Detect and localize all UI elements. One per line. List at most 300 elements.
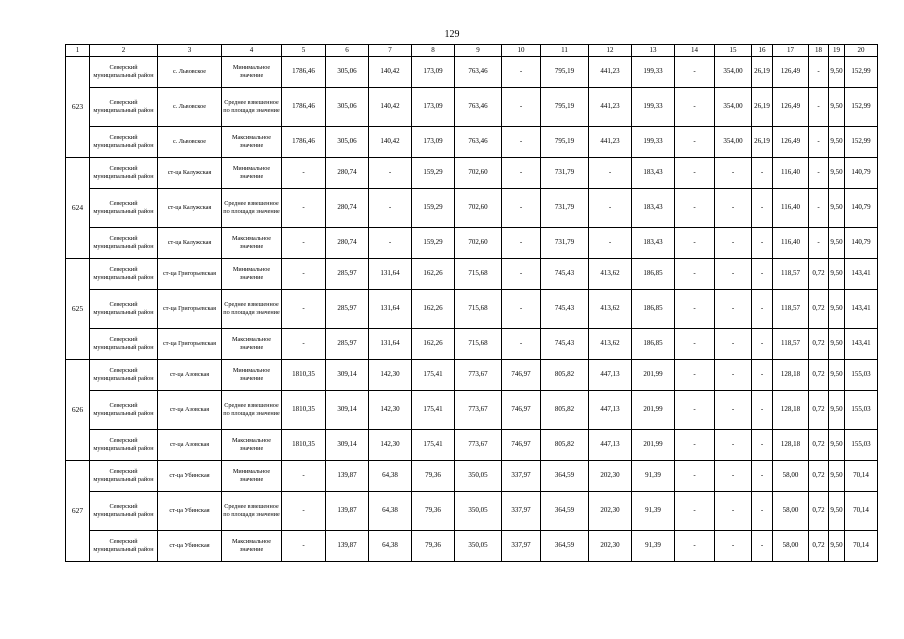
value-cell: 795,19 <box>541 88 589 127</box>
value-cell: 118,57 <box>773 259 809 290</box>
value-cell: 91,39 <box>632 461 675 492</box>
value-cell: - <box>589 228 632 259</box>
value-cell: 745,43 <box>541 259 589 290</box>
value-cell: 9,50 <box>829 290 845 329</box>
value-cell: 413,62 <box>589 329 632 360</box>
column-header-10: 10 <box>502 45 541 57</box>
value-cell: 9,50 <box>829 158 845 189</box>
value-cell: - <box>675 57 715 88</box>
value-cell: 441,23 <box>589 88 632 127</box>
value-cell: 447,13 <box>589 360 632 391</box>
value-cell: 795,19 <box>541 57 589 88</box>
value-cell: 201,99 <box>632 391 675 430</box>
value-cell: 173,09 <box>412 88 455 127</box>
value-cell: 1786,46 <box>282 57 326 88</box>
column-header-15: 15 <box>715 45 752 57</box>
page-number: 129 <box>444 29 460 40</box>
value-cell: 746,97 <box>502 360 541 391</box>
value-cell: 702,60 <box>455 189 502 228</box>
column-header-19: 19 <box>829 45 845 57</box>
value-cell: 746,97 <box>502 391 541 430</box>
value-cell: - <box>752 492 773 531</box>
district-cell: Северский муниципальный район <box>90 430 158 461</box>
value-cell: - <box>752 360 773 391</box>
value-cell: 131,64 <box>369 259 412 290</box>
value-cell: 9,50 <box>829 492 845 531</box>
value-cell: 731,79 <box>541 189 589 228</box>
table-row <box>66 531 878 562</box>
row-group-number: 625 <box>66 259 90 360</box>
value-cell: 9,50 <box>829 461 845 492</box>
value-cell: 1786,46 <box>282 88 326 127</box>
settlement-cell: ст-ца Григорьевская <box>158 259 222 290</box>
value-cell: 152,99 <box>845 127 878 158</box>
value-cell: - <box>752 430 773 461</box>
value-cell: 285,97 <box>326 290 369 329</box>
value-cell: - <box>369 158 412 189</box>
value-cell: 175,41 <box>412 430 455 461</box>
value-cell: 202,30 <box>589 461 632 492</box>
value-cell: 305,06 <box>326 127 369 158</box>
value-cell: - <box>715 290 752 329</box>
value-cell: 142,30 <box>369 391 412 430</box>
table-row <box>66 228 878 259</box>
value-cell: - <box>589 189 632 228</box>
value-cell: 280,74 <box>326 158 369 189</box>
value-cell: 126,49 <box>773 57 809 88</box>
value-cell: - <box>715 531 752 562</box>
row-group-number: 627 <box>66 461 90 562</box>
value-cell: 131,64 <box>369 329 412 360</box>
value-cell: 309,14 <box>326 391 369 430</box>
value-cell: 805,82 <box>541 360 589 391</box>
value-cell: - <box>282 531 326 562</box>
column-header-8: 8 <box>412 45 455 57</box>
value-cell: 9,50 <box>829 430 845 461</box>
table-row <box>66 88 878 127</box>
column-header-16: 16 <box>752 45 773 57</box>
value-cell: 143,41 <box>845 290 878 329</box>
value-cell: 0,72 <box>809 430 829 461</box>
value-cell: 364,59 <box>541 492 589 531</box>
table-row <box>66 57 878 88</box>
value-cell: 702,60 <box>455 228 502 259</box>
table-row <box>66 430 878 461</box>
value-cell: 9,50 <box>829 329 845 360</box>
row-group-number: 624 <box>66 158 90 259</box>
value-cell: - <box>675 430 715 461</box>
value-cell: 183,43 <box>632 228 675 259</box>
value-cell: 364,59 <box>541 531 589 562</box>
value-cell: 9,50 <box>829 57 845 88</box>
value-type-cell: Максимальное значение <box>222 127 282 158</box>
settlement-cell: с. Львовское <box>158 127 222 158</box>
value-cell: 745,43 <box>541 290 589 329</box>
value-cell: 79,36 <box>412 492 455 531</box>
value-cell: 131,64 <box>369 290 412 329</box>
value-cell: 140,42 <box>369 88 412 127</box>
settlement-cell: ст-ца Григорьевская <box>158 329 222 360</box>
value-cell: - <box>282 290 326 329</box>
column-header-6: 6 <box>326 45 369 57</box>
value-cell: - <box>282 461 326 492</box>
table-row <box>66 391 878 430</box>
column-header-3: 3 <box>158 45 222 57</box>
value-cell: - <box>502 57 541 88</box>
value-cell: 763,46 <box>455 88 502 127</box>
value-cell: 199,33 <box>632 127 675 158</box>
value-cell: 128,18 <box>773 430 809 461</box>
value-cell: 9,50 <box>829 259 845 290</box>
district-cell: Северский муниципальный район <box>90 329 158 360</box>
value-cell: 731,79 <box>541 228 589 259</box>
column-header-18: 18 <box>809 45 829 57</box>
value-type-cell: Среднее взвешенное по площади значение <box>222 391 282 430</box>
value-cell: 79,36 <box>412 531 455 562</box>
value-cell: 354,00 <box>715 127 752 158</box>
value-cell: - <box>502 329 541 360</box>
settlement-cell: с. Львовское <box>158 88 222 127</box>
value-cell: 126,49 <box>773 88 809 127</box>
value-type-cell: Среднее взвешенное по площади значение <box>222 290 282 329</box>
value-cell: - <box>752 461 773 492</box>
column-header-2: 2 <box>90 45 158 57</box>
column-header-9: 9 <box>455 45 502 57</box>
value-cell: 350,05 <box>455 492 502 531</box>
value-cell: - <box>675 127 715 158</box>
value-cell: 413,62 <box>589 290 632 329</box>
value-cell: 702,60 <box>455 158 502 189</box>
value-cell: - <box>752 189 773 228</box>
value-cell: - <box>809 57 829 88</box>
value-cell: 305,06 <box>326 57 369 88</box>
value-cell: 715,68 <box>455 259 502 290</box>
value-cell: 1786,46 <box>282 127 326 158</box>
settlement-cell: ст-ца Азовская <box>158 430 222 461</box>
value-cell: - <box>675 391 715 430</box>
value-cell: - <box>752 290 773 329</box>
value-cell: 201,99 <box>632 360 675 391</box>
value-cell: 715,68 <box>455 329 502 360</box>
value-cell: 183,43 <box>632 158 675 189</box>
value-cell: 447,13 <box>589 430 632 461</box>
value-cell: 309,14 <box>326 360 369 391</box>
value-cell: - <box>675 290 715 329</box>
value-cell: 202,30 <box>589 492 632 531</box>
value-cell: - <box>502 189 541 228</box>
settlement-cell: ст-ца Убинская <box>158 531 222 562</box>
table-row <box>66 189 878 228</box>
value-cell: 795,19 <box>541 127 589 158</box>
value-cell: - <box>502 158 541 189</box>
settlement-cell: ст-ца Убинская <box>158 492 222 531</box>
value-cell: 155,03 <box>845 430 878 461</box>
value-cell: 763,46 <box>455 57 502 88</box>
value-cell: 441,23 <box>589 127 632 158</box>
value-type-cell: Минимальное значение <box>222 259 282 290</box>
district-cell: Северский муниципальный район <box>90 88 158 127</box>
value-cell: 91,39 <box>632 531 675 562</box>
value-cell: - <box>752 158 773 189</box>
value-cell: - <box>809 127 829 158</box>
value-cell: - <box>282 492 326 531</box>
value-cell: - <box>809 228 829 259</box>
value-type-cell: Максимальное значение <box>222 228 282 259</box>
value-cell: 139,87 <box>326 461 369 492</box>
data-table <box>65 44 878 562</box>
value-cell: 175,41 <box>412 360 455 391</box>
value-cell: 159,29 <box>412 158 455 189</box>
value-cell: - <box>752 531 773 562</box>
value-cell: 64,38 <box>369 531 412 562</box>
value-cell: 805,82 <box>541 391 589 430</box>
value-cell: 118,57 <box>773 290 809 329</box>
value-type-cell: Минимальное значение <box>222 158 282 189</box>
value-type-cell: Минимальное значение <box>222 461 282 492</box>
value-cell: 116,40 <box>773 189 809 228</box>
value-cell: 159,29 <box>412 228 455 259</box>
value-type-cell: Максимальное значение <box>222 430 282 461</box>
value-cell: 26,19 <box>752 88 773 127</box>
value-cell: - <box>715 360 752 391</box>
column-header-17: 17 <box>773 45 809 57</box>
value-cell: 0,72 <box>809 391 829 430</box>
value-cell: 128,18 <box>773 360 809 391</box>
table-row <box>66 290 878 329</box>
value-cell: 413,62 <box>589 259 632 290</box>
value-cell: 173,09 <box>412 127 455 158</box>
value-cell: - <box>589 158 632 189</box>
value-cell: 116,40 <box>773 228 809 259</box>
value-type-cell: Среднее взвешенное по площади значение <box>222 88 282 127</box>
value-cell: 0,72 <box>809 360 829 391</box>
value-cell: 26,19 <box>752 127 773 158</box>
value-cell: 0,72 <box>809 290 829 329</box>
value-cell: 186,85 <box>632 290 675 329</box>
value-cell: - <box>282 329 326 360</box>
value-cell: 0,72 <box>809 461 829 492</box>
value-cell: 143,41 <box>845 259 878 290</box>
value-cell: 9,50 <box>829 360 845 391</box>
value-cell: 199,33 <box>632 88 675 127</box>
value-cell: 0,72 <box>809 329 829 360</box>
value-cell: 354,00 <box>715 88 752 127</box>
column-header-13: 13 <box>632 45 675 57</box>
settlement-cell: ст-ца Григорьевская <box>158 290 222 329</box>
value-cell: 199,33 <box>632 57 675 88</box>
value-cell: 152,99 <box>845 88 878 127</box>
district-cell: Северский муниципальный район <box>90 57 158 88</box>
value-cell: 142,30 <box>369 360 412 391</box>
value-cell: - <box>752 391 773 430</box>
value-cell: - <box>809 158 829 189</box>
value-cell: 337,97 <box>502 492 541 531</box>
value-cell: 175,41 <box>412 391 455 430</box>
value-cell: 64,38 <box>369 461 412 492</box>
value-cell: 70,14 <box>845 492 878 531</box>
district-cell: Северский муниципальный район <box>90 290 158 329</box>
value-cell: 280,74 <box>326 189 369 228</box>
row-group-number: 623 <box>66 57 90 158</box>
value-cell: - <box>752 228 773 259</box>
value-cell: - <box>715 430 752 461</box>
value-cell: - <box>809 88 829 127</box>
value-cell: 126,49 <box>773 127 809 158</box>
district-cell: Северский муниципальный район <box>90 228 158 259</box>
table-body <box>66 57 878 562</box>
value-cell: 186,85 <box>632 259 675 290</box>
value-cell: 142,30 <box>369 430 412 461</box>
column-header-11: 11 <box>541 45 589 57</box>
value-cell: - <box>502 228 541 259</box>
table-header-row <box>66 45 878 57</box>
district-cell: Северский муниципальный район <box>90 492 158 531</box>
value-cell: 441,23 <box>589 57 632 88</box>
value-cell: 140,79 <box>845 228 878 259</box>
value-cell: - <box>282 158 326 189</box>
value-cell: 140,79 <box>845 189 878 228</box>
column-header-4: 4 <box>222 45 282 57</box>
value-cell: 337,97 <box>502 461 541 492</box>
value-cell: 143,41 <box>845 329 878 360</box>
value-type-cell: Минимальное значение <box>222 57 282 88</box>
value-cell: 350,05 <box>455 461 502 492</box>
value-cell: 140,42 <box>369 127 412 158</box>
district-cell: Северский муниципальный район <box>90 259 158 290</box>
value-cell: - <box>282 189 326 228</box>
value-cell: 1810,35 <box>282 391 326 430</box>
value-type-cell: Максимальное значение <box>222 329 282 360</box>
value-cell: - <box>675 88 715 127</box>
value-cell: 285,97 <box>326 329 369 360</box>
table-row <box>66 492 878 531</box>
settlement-cell: ст-ца Калужская <box>158 158 222 189</box>
district-cell: Северский муниципальный район <box>90 189 158 228</box>
district-cell: Северский муниципальный район <box>90 158 158 189</box>
value-cell: 746,97 <box>502 430 541 461</box>
value-cell: - <box>809 189 829 228</box>
value-cell: 715,68 <box>455 290 502 329</box>
value-cell: 140,42 <box>369 57 412 88</box>
value-cell: - <box>369 189 412 228</box>
row-group-number: 626 <box>66 360 90 461</box>
value-cell: - <box>715 158 752 189</box>
value-cell: 201,99 <box>632 430 675 461</box>
value-cell: 202,30 <box>589 531 632 562</box>
value-cell: 745,43 <box>541 329 589 360</box>
value-cell: 155,03 <box>845 391 878 430</box>
value-cell: 70,14 <box>845 531 878 562</box>
value-cell: 773,67 <box>455 360 502 391</box>
value-cell: - <box>502 259 541 290</box>
value-cell: 26,19 <box>752 57 773 88</box>
value-cell: 64,38 <box>369 492 412 531</box>
value-cell: 79,36 <box>412 461 455 492</box>
table-row <box>66 259 878 290</box>
value-cell: 186,85 <box>632 329 675 360</box>
value-cell: 128,18 <box>773 391 809 430</box>
value-cell: - <box>715 391 752 430</box>
value-cell: 118,57 <box>773 329 809 360</box>
value-cell: - <box>675 259 715 290</box>
value-cell: - <box>675 461 715 492</box>
value-cell: 9,50 <box>829 88 845 127</box>
value-type-cell: Среднее взвешенное по площади значение <box>222 492 282 531</box>
value-cell: - <box>752 259 773 290</box>
value-cell: - <box>715 228 752 259</box>
value-cell: 91,39 <box>632 492 675 531</box>
value-cell: 139,87 <box>326 492 369 531</box>
value-cell: 337,97 <box>502 531 541 562</box>
value-cell: 159,29 <box>412 189 455 228</box>
value-cell: 0,72 <box>809 531 829 562</box>
table-row <box>66 360 878 391</box>
district-cell: Северский муниципальный район <box>90 360 158 391</box>
value-cell: - <box>675 228 715 259</box>
value-cell: 1810,35 <box>282 430 326 461</box>
value-cell: 280,74 <box>326 228 369 259</box>
column-header-14: 14 <box>675 45 715 57</box>
district-cell: Северский муниципальный район <box>90 531 158 562</box>
value-cell: - <box>715 461 752 492</box>
column-header-1: 1 <box>66 45 90 57</box>
value-cell: 773,67 <box>455 391 502 430</box>
value-cell: - <box>715 329 752 360</box>
settlement-cell: ст-ца Калужская <box>158 189 222 228</box>
value-cell: - <box>715 259 752 290</box>
value-cell: - <box>675 492 715 531</box>
table-row <box>66 127 878 158</box>
value-cell: 9,50 <box>829 391 845 430</box>
value-cell: 183,43 <box>632 189 675 228</box>
value-cell: 0,72 <box>809 492 829 531</box>
value-cell: 162,26 <box>412 290 455 329</box>
settlement-cell: ст-ца Азовская <box>158 391 222 430</box>
settlement-cell: ст-ца Калужская <box>158 228 222 259</box>
value-cell: - <box>675 531 715 562</box>
column-header-5: 5 <box>282 45 326 57</box>
value-cell: 0,72 <box>809 259 829 290</box>
value-cell: 805,82 <box>541 430 589 461</box>
value-cell: 1810,35 <box>282 360 326 391</box>
value-cell: 139,87 <box>326 531 369 562</box>
value-cell: - <box>502 290 541 329</box>
district-cell: Северский муниципальный район <box>90 461 158 492</box>
value-type-cell: Среднее взвешенное по площади значение <box>222 189 282 228</box>
value-cell: - <box>675 360 715 391</box>
value-cell: 731,79 <box>541 158 589 189</box>
value-cell: 116,40 <box>773 158 809 189</box>
value-cell: 9,50 <box>829 531 845 562</box>
value-cell: 305,06 <box>326 88 369 127</box>
value-cell: 162,26 <box>412 329 455 360</box>
value-cell: 773,67 <box>455 430 502 461</box>
value-cell: - <box>282 228 326 259</box>
table-row <box>66 329 878 360</box>
value-cell: - <box>675 189 715 228</box>
value-cell: 763,46 <box>455 127 502 158</box>
value-cell: 140,79 <box>845 158 878 189</box>
column-header-20: 20 <box>845 45 878 57</box>
value-cell: - <box>752 329 773 360</box>
column-header-7: 7 <box>369 45 412 57</box>
value-cell: - <box>715 189 752 228</box>
district-cell: Северский муниципальный район <box>90 391 158 430</box>
table-row <box>66 158 878 189</box>
value-cell: - <box>675 158 715 189</box>
table-row <box>66 461 878 492</box>
settlement-cell: с. Львовское <box>158 57 222 88</box>
